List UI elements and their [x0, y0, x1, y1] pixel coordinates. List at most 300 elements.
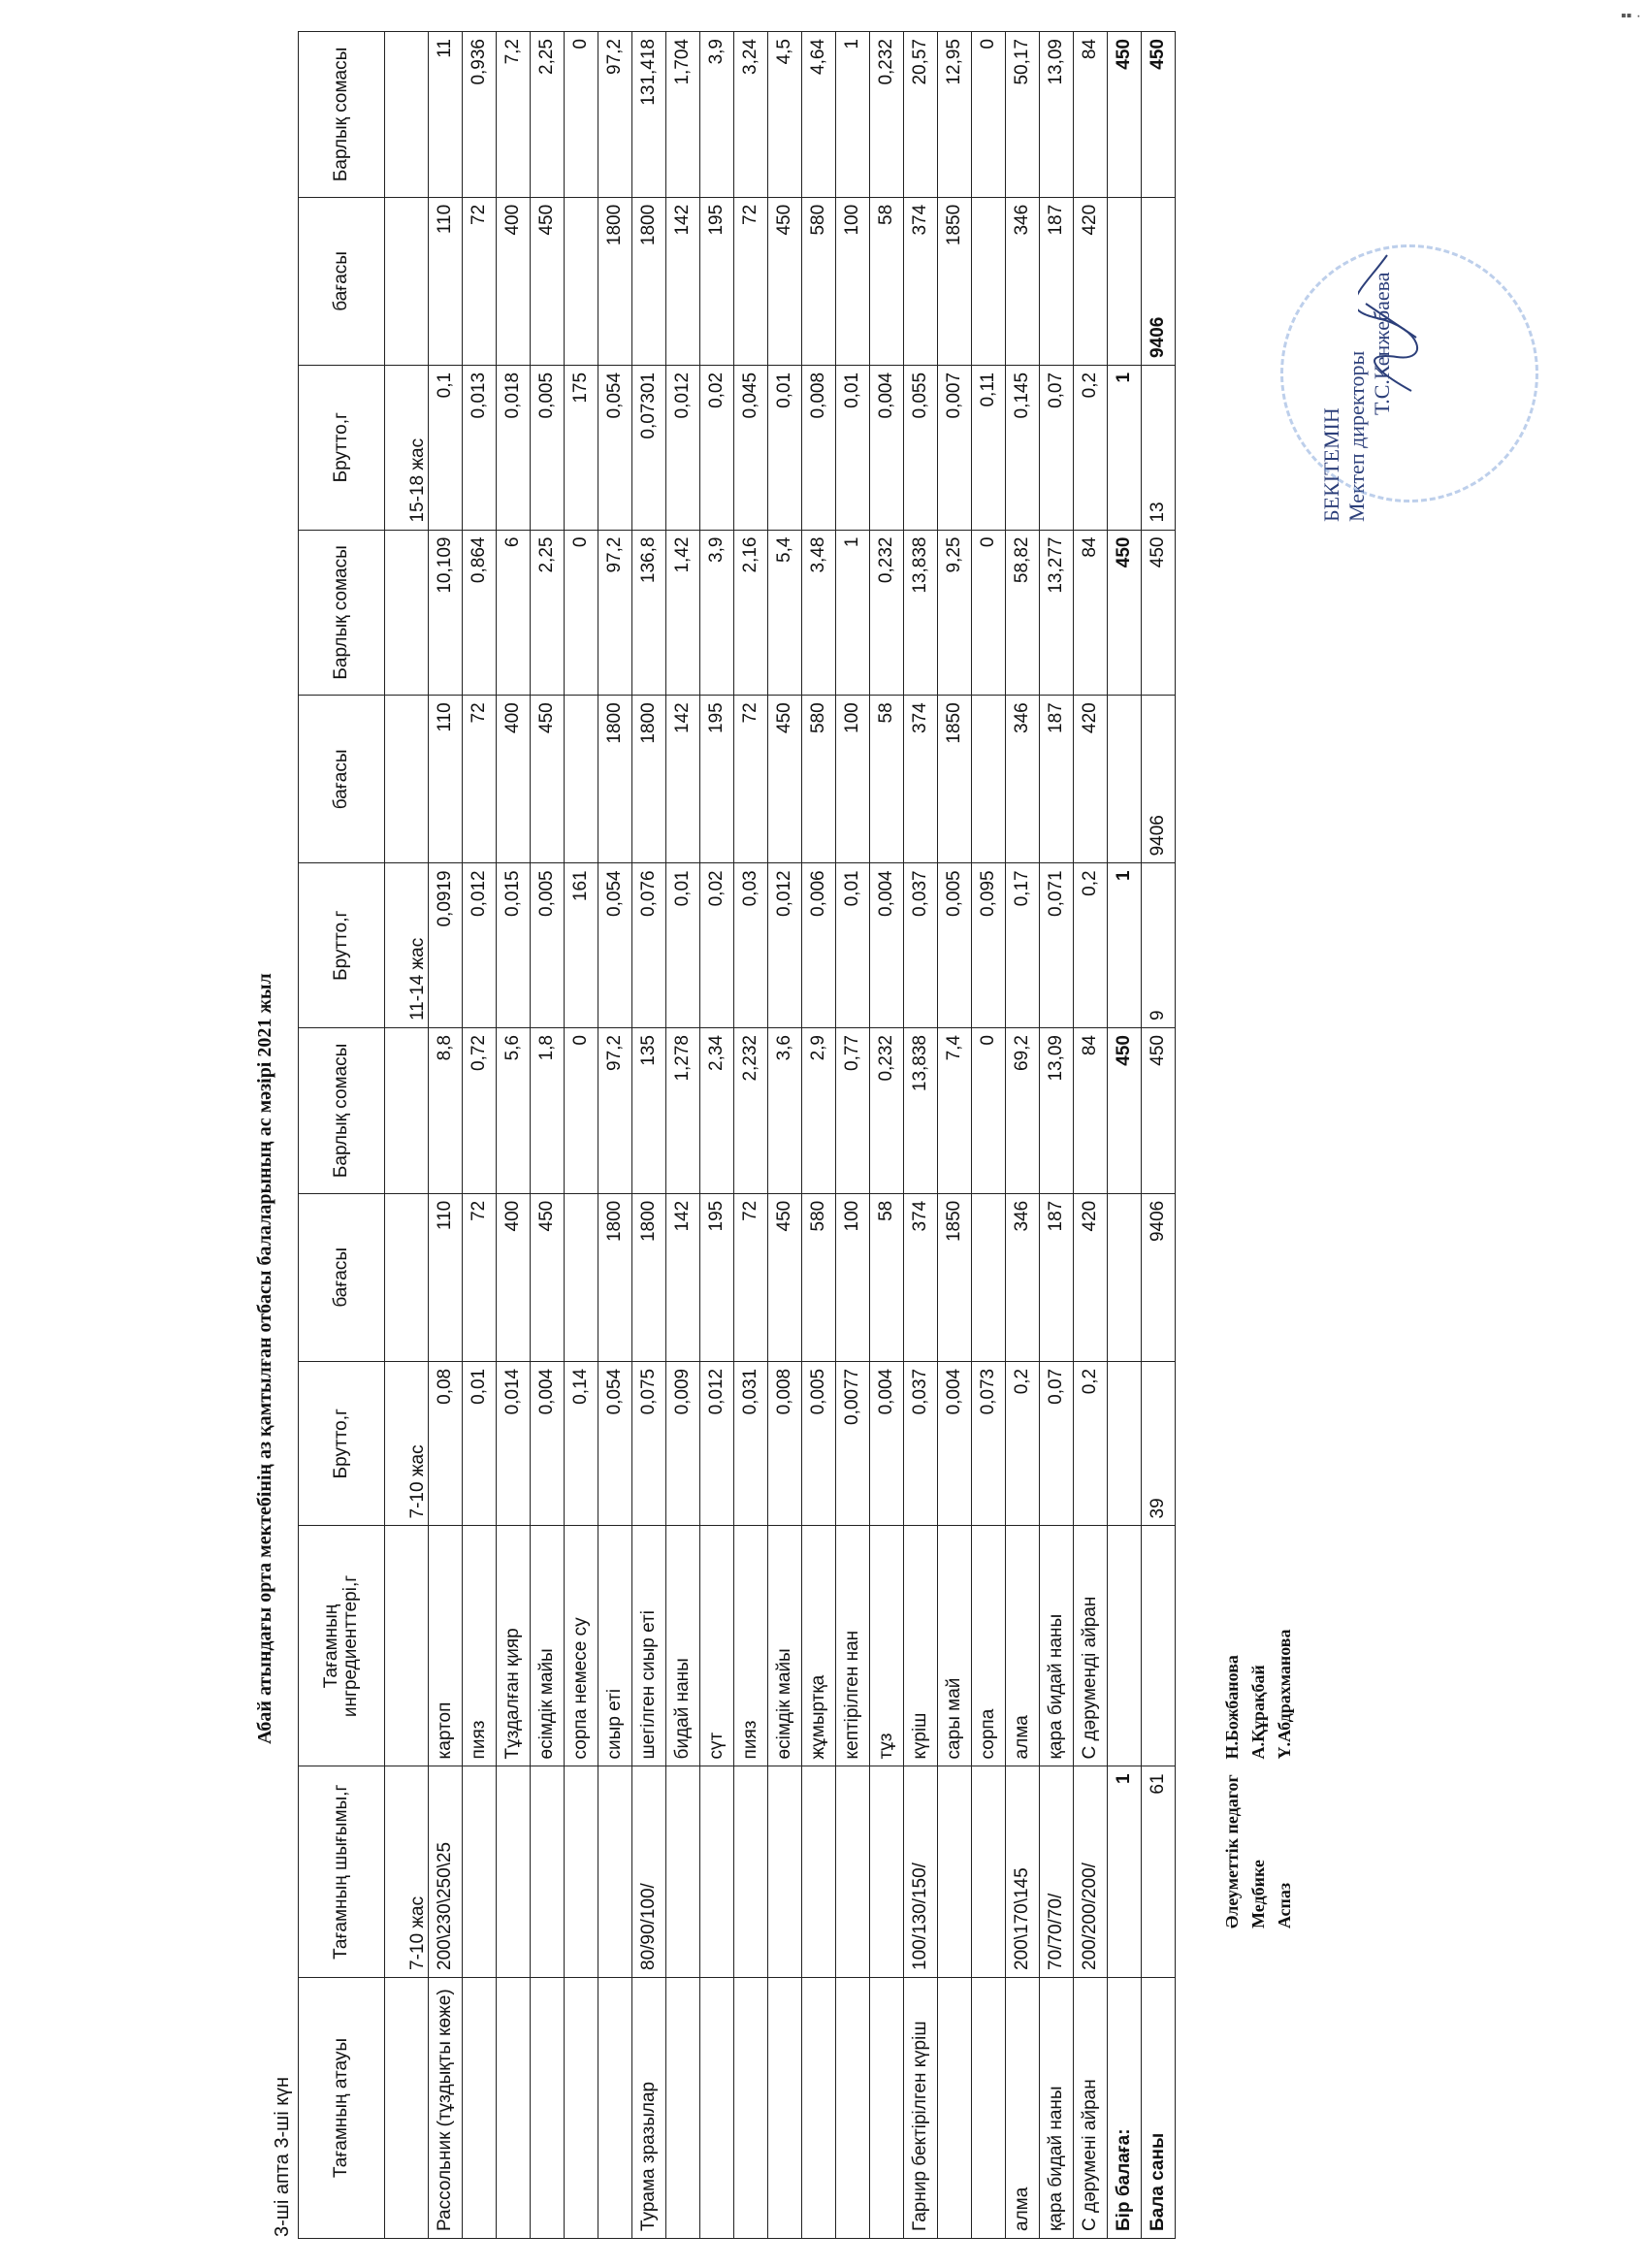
brutto-3-cell: 0,013: [463, 365, 497, 530]
per-child-total-1: 450: [1108, 1028, 1142, 1194]
brutto-1-cell: 0,075: [632, 1361, 666, 1526]
price-2-cell: 72: [463, 696, 497, 863]
total-2-cell: 0: [972, 530, 1006, 696]
price-3-cell: 1850: [938, 197, 972, 365]
price-3-cell: 1800: [632, 197, 666, 365]
total-2-cell: 13,838: [904, 530, 938, 696]
header-brutto-3: Брутто,г: [299, 365, 385, 530]
ingredient-cell: пияз: [734, 1526, 768, 1766]
price-2-cell: 450: [768, 696, 802, 863]
brutto-2-cell: 0,095: [972, 863, 1006, 1028]
portion-cell: [497, 1766, 531, 1978]
price-2-cell: 58: [870, 696, 904, 863]
price-3-cell: 374: [904, 197, 938, 365]
brutto-1-cell: 0,005: [802, 1361, 836, 1526]
table-row: [666, 32, 700, 2239]
price-2-cell: 187: [1040, 696, 1074, 863]
portion-cell: 200\230\250\25: [429, 1766, 463, 1978]
total-2-cell: 136,8: [632, 530, 666, 696]
brutto-1-cell: 0,014: [497, 1361, 531, 1526]
dish-name-cell: [870, 1977, 904, 2238]
table-row: [429, 32, 463, 2239]
total-2-cell: 6: [497, 530, 531, 696]
table-row: [1040, 32, 1074, 2239]
total-2-cell: 0,232: [870, 530, 904, 696]
price-3-cell: 142: [666, 197, 700, 365]
approval-position: Мектеп директоры: [1344, 350, 1369, 522]
price-3-cell: 1800: [598, 197, 632, 365]
brutto-3-cell: 0,012: [666, 365, 700, 530]
dish-name-cell: [497, 1977, 531, 2238]
brutto-1-cell: 0,012: [700, 1361, 734, 1526]
price-2-cell: 72: [734, 696, 768, 863]
portion-cell: 100/130/150/: [904, 1766, 938, 1978]
price-2-cell: 400: [497, 696, 531, 863]
ingredient-cell: С дәруменді айран: [1074, 1526, 1108, 1766]
table-row: [1006, 32, 1040, 2239]
brutto-3-cell: 0,07: [1040, 365, 1074, 530]
portion-age-label: 7-10 жас: [385, 1766, 429, 1978]
children-count-price-1: 9406: [1142, 1193, 1176, 1361]
ingredient-cell: кептірілген нан: [836, 1526, 870, 1766]
header-price-3: бағасы: [299, 197, 385, 365]
total-2-cell: 9,25: [938, 530, 972, 696]
dish-name-cell: [938, 1977, 972, 2238]
per-child-brutto-2: 1: [1108, 863, 1142, 1028]
brutto-2-cell: 0,17: [1006, 863, 1040, 1028]
children-count-total-2: 450: [1142, 530, 1176, 696]
price-3-cell: 195: [700, 197, 734, 365]
portion-cell: [802, 1766, 836, 1978]
brutto-3-cell: 0,055: [904, 365, 938, 530]
brutto-1-cell: 0,004: [531, 1361, 565, 1526]
price-1-cell: 374: [904, 1193, 938, 1361]
signature-row: [1222, 1629, 1248, 1928]
brutto-2-cell: 0,076: [632, 863, 666, 1028]
dish-name-cell: [598, 1977, 632, 2238]
dish-name-cell: [666, 1977, 700, 2238]
total-2-cell: 2,25: [531, 530, 565, 696]
ingredient-cell: картоп: [429, 1526, 463, 1766]
approval-director-name: Т.С.Кенжебаева: [1370, 272, 1394, 415]
week-day-label: 3-ші апта 3-ші күн: [272, 2076, 293, 2237]
age-row: [385, 32, 429, 2239]
brutto-3-cell: 0,018: [497, 365, 531, 530]
price-1-cell: 420: [1074, 1193, 1108, 1361]
children-count-row: [1142, 32, 1176, 2239]
ingredient-cell: алма: [1006, 1526, 1040, 1766]
total-1-cell: 0,232: [870, 1028, 904, 1194]
total-2-cell: 2,16: [734, 530, 768, 696]
price-1-cell: [565, 1193, 598, 1361]
brutto-2-cell: 0,02: [700, 863, 734, 1028]
dish-name-cell: қара бидай наны: [1040, 1977, 1074, 2238]
header-ingredients: Тағамның ингредиенттері,г: [299, 1526, 385, 1766]
portion-cell: [598, 1766, 632, 1978]
total-3-cell: 20,57: [904, 32, 938, 198]
brutto-2-cell: 0,01: [666, 863, 700, 1028]
price-2-cell: 110: [429, 696, 463, 863]
brutto-3-cell: 0,01: [836, 365, 870, 530]
price-2-cell: 1800: [632, 696, 666, 863]
price-1-cell: 450: [768, 1193, 802, 1361]
per-child-brutto-3: 1: [1108, 365, 1142, 530]
portion-cell: [700, 1766, 734, 1978]
brutto-1-cell: 0,008: [768, 1361, 802, 1526]
total-3-cell: 0,936: [463, 32, 497, 198]
total-2-cell: 0,864: [463, 530, 497, 696]
price-3-cell: 72: [463, 197, 497, 365]
dish-name-cell: С дәрумені айран: [1074, 1977, 1108, 2238]
table-row: [768, 32, 802, 2239]
table-row: [904, 32, 938, 2239]
children-count-price-3: 9406: [1142, 197, 1176, 365]
dish-name-cell: Гарнир бектірілген күріш: [904, 1977, 938, 2238]
header-price-2: бағасы: [299, 696, 385, 863]
brutto-3-cell: 0,005: [531, 365, 565, 530]
price-2-cell: 142: [666, 696, 700, 863]
total-2-cell: 10,109: [429, 530, 463, 696]
total-1-cell: 84: [1074, 1028, 1108, 1194]
children-count-price-2: 9406: [1142, 696, 1176, 863]
brutto-2-cell: 161: [565, 863, 598, 1028]
price-2-cell: 1800: [598, 696, 632, 863]
total-3-cell: 3,24: [734, 32, 768, 198]
age-group-3: 15-18 жас: [385, 365, 429, 530]
table-row: [700, 32, 734, 2239]
signature-row: [1248, 1629, 1275, 1928]
total-3-cell: 2,25: [531, 32, 565, 198]
children-count-brutto-2: 9: [1142, 863, 1176, 1028]
price-3-cell: 420: [1074, 197, 1108, 365]
price-1-cell: 58: [870, 1193, 904, 1361]
ingredient-cell: сорпа: [972, 1526, 1006, 1766]
table-row: [870, 32, 904, 2239]
total-3-cell: 0: [972, 32, 1006, 198]
brutto-3-cell: 0,045: [734, 365, 768, 530]
total-2-cell: 1,42: [666, 530, 700, 696]
price-1-cell: 195: [700, 1193, 734, 1361]
price-2-cell: 1850: [938, 696, 972, 863]
total-1-cell: 2,34: [700, 1028, 734, 1194]
signature-role: Аспаз: [1275, 1882, 1294, 1928]
price-1-cell: 72: [734, 1193, 768, 1361]
portion-cell: [734, 1766, 768, 1978]
ingredient-cell: шегілген сиыр еті: [632, 1526, 666, 1766]
brutto-1-cell: 0,01: [463, 1361, 497, 1526]
total-1-cell: 97,2: [598, 1028, 632, 1194]
price-2-cell: 195: [700, 696, 734, 863]
price-1-cell: 72: [463, 1193, 497, 1361]
table-row: [531, 32, 565, 2239]
portion-cell: 200\170\145: [1006, 1766, 1040, 1978]
portion-cell: [836, 1766, 870, 1978]
children-count-total-1: 450: [1142, 1028, 1176, 1194]
brutto-3-cell: 0,1: [429, 365, 463, 530]
total-2-cell: 3,48: [802, 530, 836, 696]
brutto-2-cell: 0,005: [531, 863, 565, 1028]
brutto-3-cell: 175: [565, 365, 598, 530]
per-child-row: [1108, 32, 1142, 2239]
total-3-cell: 1: [836, 32, 870, 198]
dish-name-cell: [768, 1977, 802, 2238]
total-3-cell: 131,418: [632, 32, 666, 198]
ingredient-cell: сүт: [700, 1526, 734, 1766]
table-row: [632, 32, 666, 2239]
price-2-cell: 420: [1074, 696, 1108, 863]
age-group-2: 11-14 жас: [385, 863, 429, 1028]
brutto-3-cell: 0,02: [700, 365, 734, 530]
price-2-cell: 450: [531, 696, 565, 863]
total-1-cell: 0: [565, 1028, 598, 1194]
header-brutto-1: Брутто,г: [299, 1361, 385, 1526]
scan-corner-mark: ▪▪ ·: [1620, 8, 1641, 24]
price-2-cell: 100: [836, 696, 870, 863]
portion-cell: 70/70/70/: [1040, 1766, 1074, 1978]
brutto-2-cell: 0,0919: [429, 863, 463, 1028]
portion-cell: [565, 1766, 598, 1978]
portion-cell: [463, 1766, 497, 1978]
brutto-3-cell: 0,008: [802, 365, 836, 530]
brutto-3-cell: 0,004: [870, 365, 904, 530]
price-2-cell: 580: [802, 696, 836, 863]
total-3-cell: 4,64: [802, 32, 836, 198]
brutto-1-cell: 0,0077: [836, 1361, 870, 1526]
price-1-cell: 110: [429, 1193, 463, 1361]
price-2-cell: 374: [904, 696, 938, 863]
price-1-cell: 1850: [938, 1193, 972, 1361]
brutto-2-cell: 0,054: [598, 863, 632, 1028]
total-1-cell: 0,72: [463, 1028, 497, 1194]
total-1-cell: 0: [972, 1028, 1006, 1194]
approval-stamp: [1319, 272, 1395, 522]
dish-name-cell: [734, 1977, 768, 2238]
document-title: Абай атындағы орта мектебінің аз қамтылған отбасы балаларының ас мәзірі 2021 жыл: [254, 973, 275, 1744]
total-3-cell: 13,09: [1040, 32, 1074, 198]
table-row: [802, 32, 836, 2239]
total-1-cell: 0,77: [836, 1028, 870, 1194]
dish-name-cell: [565, 1977, 598, 2238]
total-3-cell: 0,232: [870, 32, 904, 198]
children-count-brutto-3: 13: [1142, 365, 1176, 530]
total-1-cell: 3,6: [768, 1028, 802, 1194]
table-row: [565, 32, 598, 2239]
total-1-cell: 13,09: [1040, 1028, 1074, 1194]
brutto-3-cell: 0,054: [598, 365, 632, 530]
children-count-total-3: 450: [1142, 32, 1176, 198]
portion-cell: [938, 1766, 972, 1978]
brutto-2-cell: 0,004: [870, 863, 904, 1028]
total-3-cell: 3,9: [700, 32, 734, 198]
header-dish-name: Тағамның атауы: [299, 1977, 385, 2238]
table-row: [463, 32, 497, 2239]
portion-cell: [768, 1766, 802, 1978]
signature-role: Медбике: [1248, 1860, 1268, 1928]
price-3-cell: 100: [836, 197, 870, 365]
price-1-cell: 1800: [632, 1193, 666, 1361]
approval-word: БЕКІТЕМІН: [1319, 407, 1343, 522]
price-3-cell: 580: [802, 197, 836, 365]
price-2-cell: 346: [1006, 696, 1040, 863]
ingredient-cell: пияз: [463, 1526, 497, 1766]
total-3-cell: 4,5: [768, 32, 802, 198]
total-3-cell: 84: [1074, 32, 1108, 198]
total-1-cell: 135: [632, 1028, 666, 1194]
ingredient-cell: сары май: [938, 1526, 972, 1766]
brutto-2-cell: 0,2: [1074, 863, 1108, 1028]
header-price-1: бағасы: [299, 1193, 385, 1361]
brutto-3-cell: 0,007: [938, 365, 972, 530]
header-row: [299, 32, 385, 2239]
total-1-cell: 2,232: [734, 1028, 768, 1194]
ingredient-cell: сиыр еті: [598, 1526, 632, 1766]
total-3-cell: 0: [565, 32, 598, 198]
brutto-2-cell: 0,006: [802, 863, 836, 1028]
total-1-cell: 1,278: [666, 1028, 700, 1194]
total-1-cell: 8,8: [429, 1028, 463, 1194]
total-1-cell: 7,4: [938, 1028, 972, 1194]
brutto-2-cell: 0,01: [836, 863, 870, 1028]
brutto-3-cell: 0,11: [972, 365, 1006, 530]
portion-cell: 80/90/100/: [632, 1766, 666, 1978]
ingredient-cell: тұз: [870, 1526, 904, 1766]
table-row: [972, 32, 1006, 2239]
portion-cell: [531, 1766, 565, 1978]
price-3-cell: 187: [1040, 197, 1074, 365]
portion-cell: [870, 1766, 904, 1978]
header-total-1: Барлық сомасы: [299, 1028, 385, 1194]
brutto-3-cell: 0,145: [1006, 365, 1040, 530]
ingredient-cell: жұмыртқа: [802, 1526, 836, 1766]
ingredient-cell: қара бидай наны: [1040, 1526, 1074, 1766]
total-2-cell: 1: [836, 530, 870, 696]
total-2-cell: 97,2: [598, 530, 632, 696]
per-child-total-3: 450: [1108, 32, 1142, 198]
total-2-cell: 3,9: [700, 530, 734, 696]
price-3-cell: [565, 197, 598, 365]
brutto-2-cell: 0,012: [463, 863, 497, 1028]
signatures-block: [1222, 1629, 1301, 1928]
total-2-cell: 0: [565, 530, 598, 696]
total-1-cell: 13,838: [904, 1028, 938, 1194]
price-3-cell: 450: [768, 197, 802, 365]
ingredient-cell: күріш: [904, 1526, 938, 1766]
brutto-1-cell: 0,073: [972, 1361, 1006, 1526]
total-2-cell: 13,277: [1040, 530, 1074, 696]
price-1-cell: 450: [531, 1193, 565, 1361]
price-3-cell: 346: [1006, 197, 1040, 365]
price-1-cell: 187: [1040, 1193, 1074, 1361]
dish-name-cell: [531, 1977, 565, 2238]
portion-cell: [666, 1766, 700, 1978]
price-1-cell: 400: [497, 1193, 531, 1361]
price-1-cell: 1800: [598, 1193, 632, 1361]
ingredient-cell: бидай наны: [666, 1526, 700, 1766]
children-count-brutto-1: 39: [1142, 1361, 1176, 1526]
table-row: [598, 32, 632, 2239]
children-count-portion: 61: [1142, 1766, 1176, 1978]
header-total-2: Барлық сомасы: [299, 530, 385, 696]
price-3-cell: 58: [870, 197, 904, 365]
brutto-2-cell: 0,03: [734, 863, 768, 1028]
brutto-2-cell: 0,037: [904, 863, 938, 1028]
ingredient-cell: Тұздалған қияр: [497, 1526, 531, 1766]
total-3-cell: 12,95: [938, 32, 972, 198]
total-3-cell: 1,704: [666, 32, 700, 198]
header-brutto-2: Брутто,г: [299, 863, 385, 1028]
signature-name: Н.Божбанова: [1222, 1655, 1242, 1760]
dish-name-cell: [802, 1977, 836, 2238]
total-1-cell: 2,9: [802, 1028, 836, 1194]
signature-name: А.Құрақбай: [1248, 1665, 1268, 1760]
dish-name-cell: [972, 1977, 1006, 2238]
price-2-cell: [565, 696, 598, 863]
price-3-cell: [972, 197, 1006, 365]
dish-name-cell: [463, 1977, 497, 2238]
per-child-total-2: 450: [1108, 530, 1142, 696]
price-3-cell: 450: [531, 197, 565, 365]
brutto-1-cell: 0,07: [1040, 1361, 1074, 1526]
age-group-1: 7-10 жас: [385, 1361, 429, 1526]
brutto-1-cell: 0,14: [565, 1361, 598, 1526]
price-3-cell: 110: [429, 197, 463, 365]
brutto-2-cell: 0,071: [1040, 863, 1074, 1028]
brutto-1-cell: 0,08: [429, 1361, 463, 1526]
menu-table: [298, 31, 1176, 2239]
total-3-cell: 50,17: [1006, 32, 1040, 198]
ingredient-cell: өсімдік майы: [531, 1526, 565, 1766]
price-2-cell: [972, 696, 1006, 863]
brutto-3-cell: 0,07301: [632, 365, 666, 530]
header-total-3: Барлық сомасы: [299, 32, 385, 198]
table-row: [1074, 32, 1108, 2239]
brutto-3-cell: 0,2: [1074, 365, 1108, 530]
table-row: [497, 32, 531, 2239]
total-3-cell: 97,2: [598, 32, 632, 198]
brutto-3-cell: 0,01: [768, 365, 802, 530]
total-3-cell: 11: [429, 32, 463, 198]
brutto-1-cell: 0,054: [598, 1361, 632, 1526]
table-row: [836, 32, 870, 2239]
total-1-cell: 1,8: [531, 1028, 565, 1194]
brutto-2-cell: 0,012: [768, 863, 802, 1028]
per-child-label: Бір балаға:: [1108, 1977, 1142, 2238]
portion-cell: 200/200/200/: [1074, 1766, 1108, 1978]
total-2-cell: 5,4: [768, 530, 802, 696]
brutto-1-cell: 0,004: [938, 1361, 972, 1526]
dish-name-cell: алма: [1006, 1977, 1040, 2238]
brutto-1-cell: 0,004: [870, 1361, 904, 1526]
children-count-label: Бала саны: [1142, 1977, 1176, 2238]
dish-name-cell: Рассольник (тұздықты көже): [429, 1977, 463, 2238]
brutto-1-cell: 0,009: [666, 1361, 700, 1526]
total-2-cell: 84: [1074, 530, 1108, 696]
signature-role: Әлеуметтік педагог: [1222, 1774, 1242, 1928]
menu-body: [429, 32, 1108, 2239]
price-1-cell: 580: [802, 1193, 836, 1361]
total-3-cell: 7,2: [497, 32, 531, 198]
price-1-cell: 142: [666, 1193, 700, 1361]
price-3-cell: 400: [497, 197, 531, 365]
total-1-cell: 5,6: [497, 1028, 531, 1194]
price-1-cell: 346: [1006, 1193, 1040, 1361]
brutto-2-cell: 0,005: [938, 863, 972, 1028]
ingredient-cell: өсімдік майы: [768, 1526, 802, 1766]
table-row: [734, 32, 768, 2239]
signature-row: [1275, 1629, 1301, 1928]
brutto-1-cell: 0,031: [734, 1361, 768, 1526]
portion-cell: [972, 1766, 1006, 1978]
